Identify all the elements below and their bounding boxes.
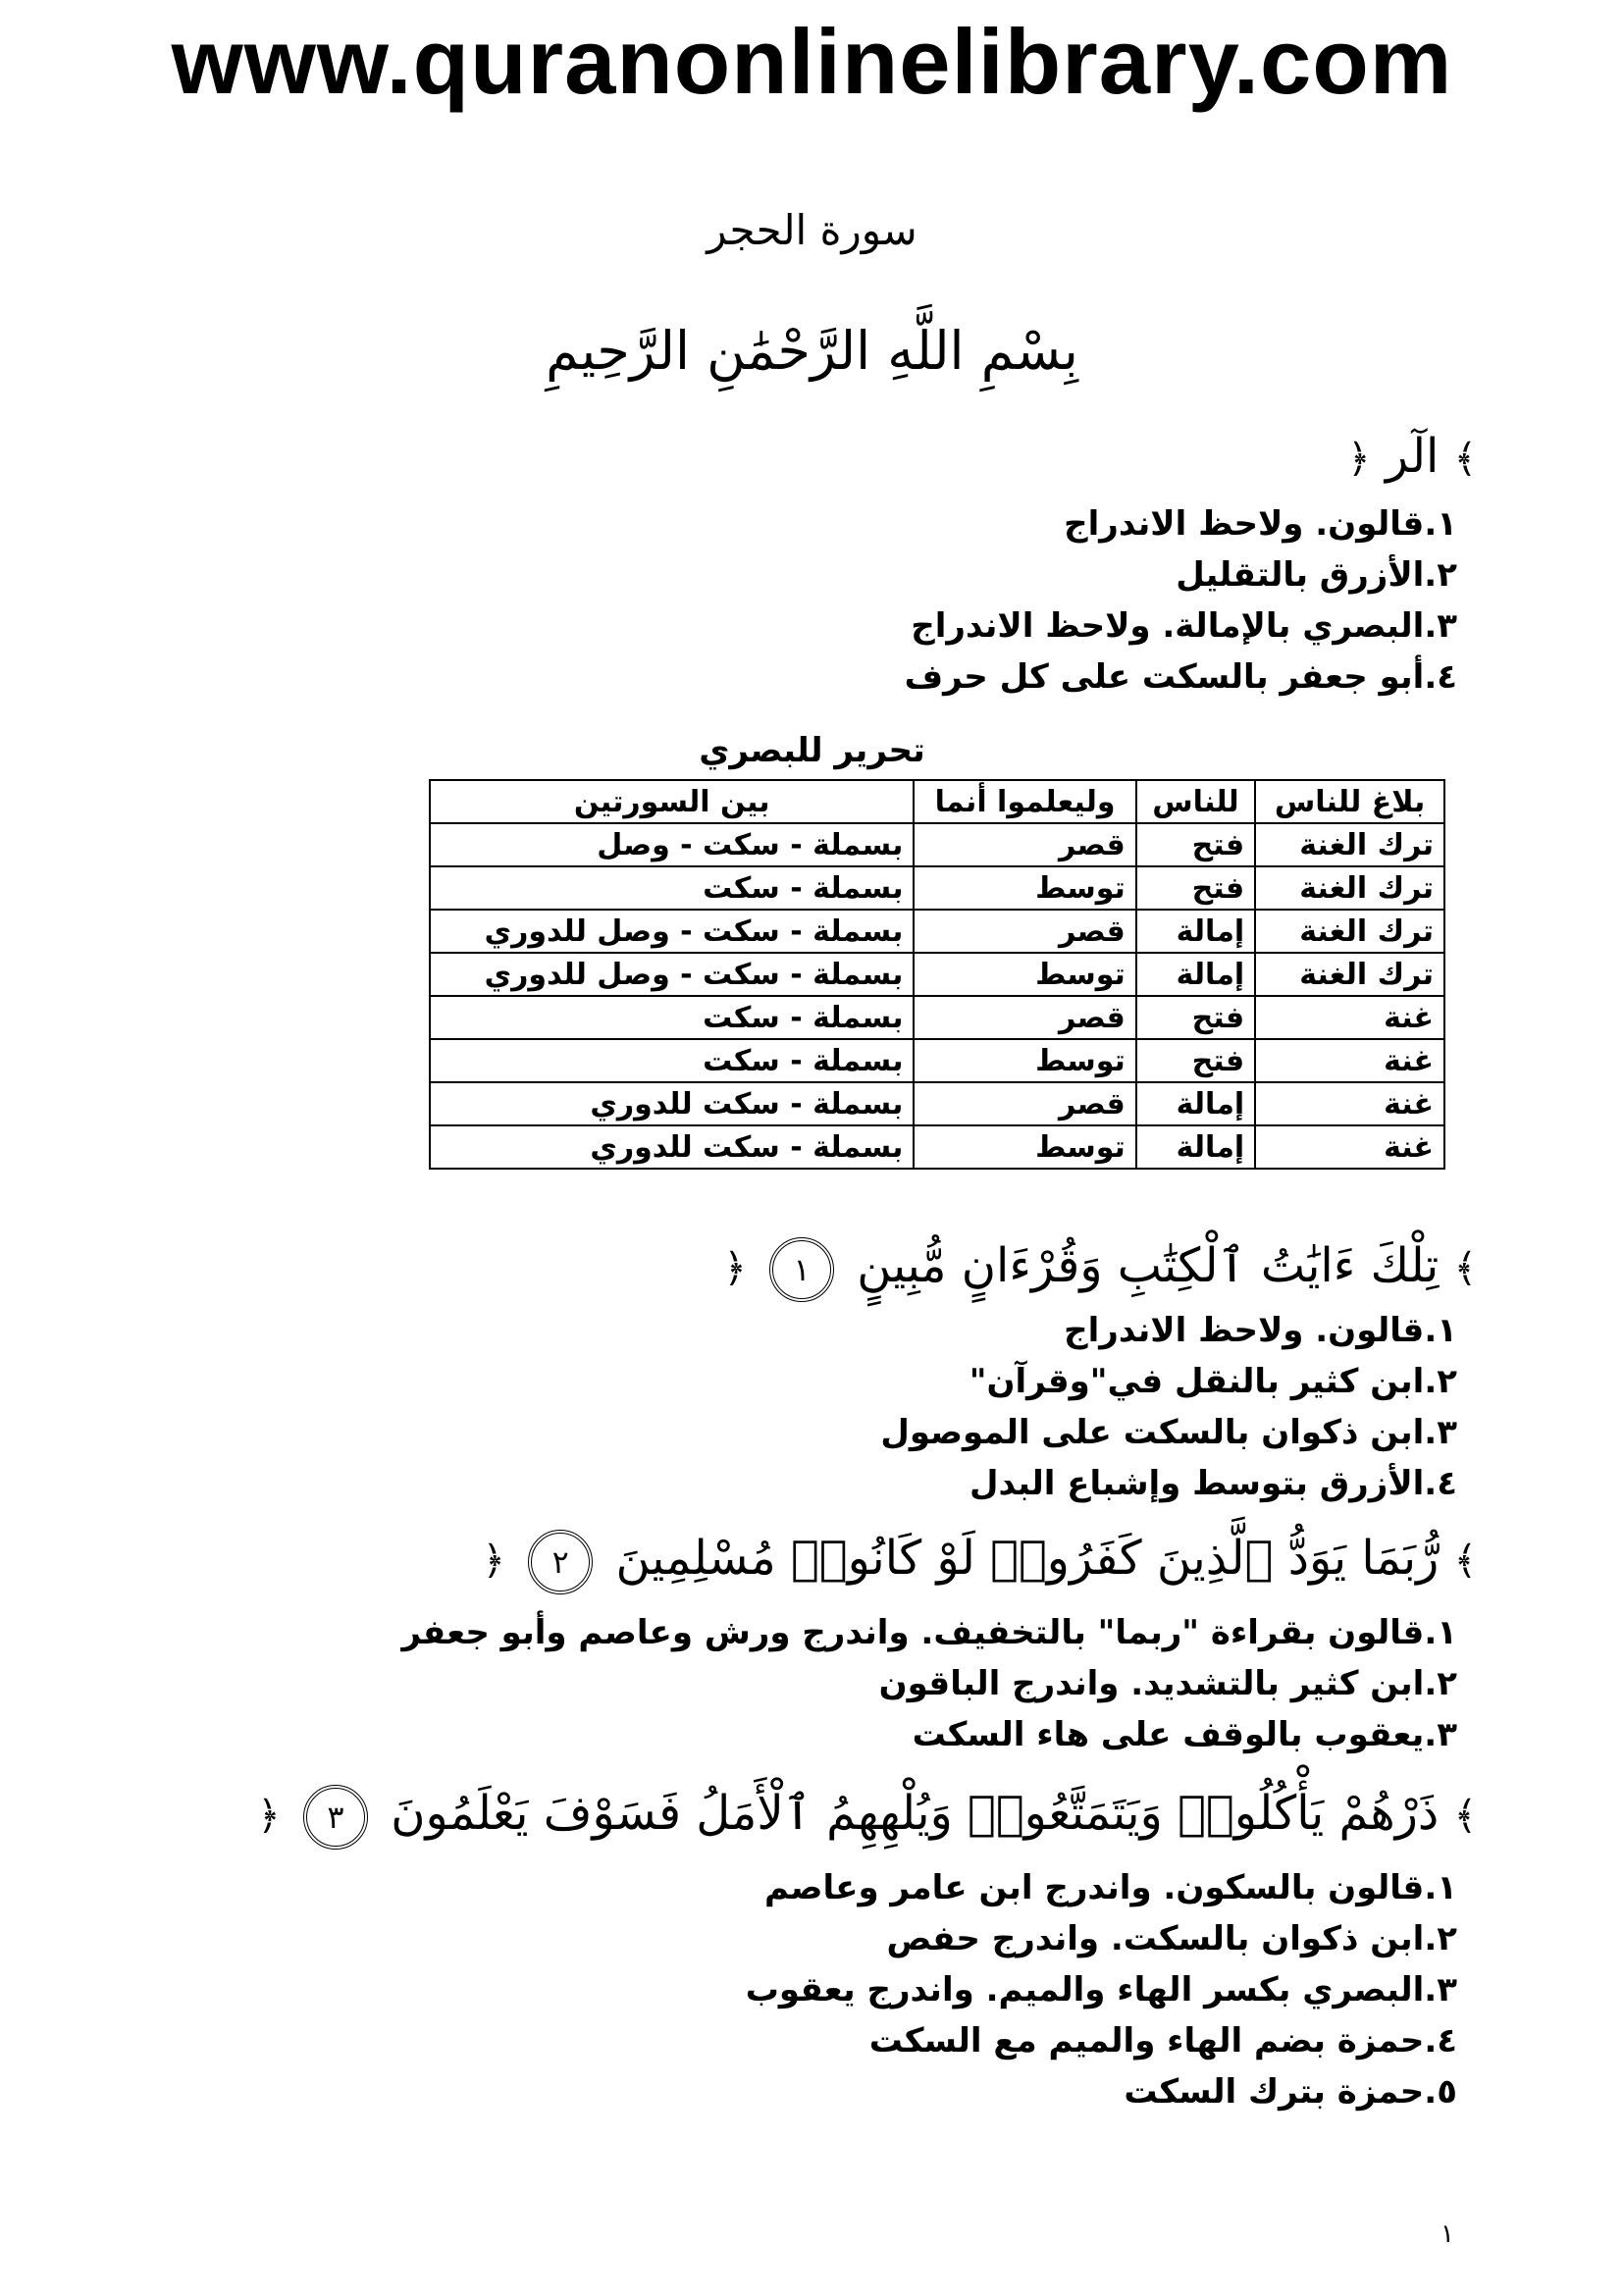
site-url: www.quranonlinelibrary.com — [171, 10, 1453, 113]
verse-line — [723, 1226, 1477, 1308]
table-cell: إمالة — [1136, 953, 1255, 996]
notes-list — [746, 1862, 1457, 2117]
verse-number-badge: ٢ — [528, 1530, 593, 1594]
note-item: ٤.الأزرق بتوسط وإشباع البدل — [969, 1464, 1457, 1503]
table-cell: بسملة - سكت - وصل — [430, 823, 914, 866]
table-cell: غنة — [1255, 1125, 1444, 1169]
table-cell: فتح — [1136, 866, 1255, 910]
note-item: ٢.ابن ذكوان بالسكت. واندرج حفص — [886, 1919, 1457, 1958]
basmala: بِسْمِ اللَّهِ الرَّحْمَٰنِ الرَّحِيمِ — [546, 320, 1078, 382]
note-item: ١.قالون. ولاحظ الاندراج — [1064, 1311, 1457, 1350]
table-cell: ترك الغنة — [1255, 823, 1444, 866]
table-cell: قصر — [914, 910, 1135, 953]
table-header-row — [430, 780, 1444, 823]
table-cell: بسملة - سكت - وصل للدوري — [430, 953, 914, 996]
table-row — [430, 866, 1444, 910]
verse-line — [1347, 417, 1477, 498]
note-item: ٢.ابن كثير بالتشديد. واندرج الباقون — [878, 1664, 1457, 1703]
table-cell: ترك الغنة — [1255, 953, 1444, 996]
ornament-close-icon: ﴿ — [482, 1539, 505, 1584]
ornament-close-icon: ﴿ — [257, 1794, 281, 1839]
notes-list — [905, 498, 1457, 703]
note-item: ٣.يعقوب بالوقف على هاء السكت — [912, 1715, 1457, 1754]
table-cell: غنة — [1255, 996, 1444, 1039]
table-row — [430, 1039, 1444, 1082]
verse-text: ذَرْهُمْ يَأْكُلُوا۟ وَيَتَمَتَّعُوا۟ وَيُلْهِهِمُ ٱلْأَمَلُ فَسَوْفَ يَعْلَمُونَ — [391, 1786, 1440, 1841]
table-cell: إمالة — [1136, 1125, 1255, 1169]
ornament-open-icon: ﴾ — [1453, 437, 1477, 482]
ornament-close-icon: ﴿ — [1347, 437, 1371, 482]
table-cell: ترك الغنة — [1255, 910, 1444, 953]
verse-line — [257, 1774, 1477, 1855]
note-item: ٥.حمزة بترك السكت — [1124, 2072, 1457, 2112]
table-cell: غنة — [1255, 1039, 1444, 1082]
table-cell: بسملة - سكت — [430, 996, 914, 1039]
table-cell: قصر — [914, 996, 1135, 1039]
table-cell: غنة — [1255, 1082, 1444, 1125]
table-header-cell: بين السورتين — [430, 780, 914, 823]
table-cell: قصر — [914, 1082, 1135, 1125]
note-item: ٢.ابن كثير بالنقل في"وقرآن" — [969, 1362, 1457, 1401]
verse-text: تِلْكَ ءَايَٰتُ ٱلْكِتَٰبِ وَقُرْءَانٍ مُّبِينٍ — [857, 1238, 1440, 1293]
notes-list — [880, 1305, 1457, 1509]
table-cell: إمالة — [1136, 910, 1255, 953]
table-cell: قصر — [914, 823, 1135, 866]
table-row — [430, 1125, 1444, 1169]
table-cell: توسط — [914, 866, 1135, 910]
note-item: ٤.حمزة بضم الهاء والميم مع السكت — [868, 2021, 1457, 2061]
table-cell: فتح — [1136, 996, 1255, 1039]
table-header-cell: بلاغ للناس — [1255, 780, 1444, 823]
table-cell: بسملة - سكت - وصل للدوري — [430, 910, 914, 953]
table-cell: بسملة - سكت للدوري — [430, 1082, 914, 1125]
note-item: ١.قالون. ولاحظ الاندراج — [1064, 504, 1457, 544]
note-item: ٢.الأزرق بالتقليل — [1176, 555, 1457, 595]
table-row — [430, 910, 1444, 953]
note-item: ٤.أبو جعفر بالسكت على كل حرف — [904, 657, 1457, 697]
tahrir-table — [429, 779, 1445, 1170]
table-cell: توسط — [914, 1039, 1135, 1082]
table-row — [430, 823, 1444, 866]
table-cell: بسملة - سكت — [430, 1039, 914, 1082]
table-cell: فتح — [1136, 1039, 1255, 1082]
note-item: ١.قالون بالسكون. واندرج ابن عامر وعاصم — [763, 1868, 1457, 1907]
verse-number-badge: ٣ — [303, 1785, 368, 1850]
note-item: ٣.البصري بكسر الهاء والميم. واندرج يعقوب — [745, 1970, 1457, 2009]
table-header-cell: وليعلموا أنما — [914, 780, 1135, 823]
table-row — [430, 996, 1444, 1039]
note-item: ١.قالون بقراءة "ربما" بالتخفيف. واندرج ورش وعاصم وأبو جعفر — [401, 1613, 1457, 1652]
table-row — [430, 953, 1444, 996]
table-caption: تحرير للبصري — [699, 731, 925, 770]
note-item: ٣.ابن ذكوان بالسكت على الموصول — [880, 1413, 1457, 1452]
notes-list — [402, 1607, 1458, 1760]
table-cell: توسط — [914, 953, 1135, 996]
table-row — [430, 1082, 1444, 1125]
ornament-open-icon: ﴾ — [1453, 1246, 1477, 1291]
table-cell: ترك الغنة — [1255, 866, 1444, 910]
ornament-close-icon: ﴿ — [723, 1246, 747, 1291]
table-cell: فتح — [1136, 823, 1255, 866]
verse-text: رُّبَمَا يَوَدُّ ٱلَّذِينَ كَفَرُوا۟ لَوْ كَانُوا۟ مُسْلِمِينَ — [615, 1531, 1440, 1586]
ornament-open-icon: ﴾ — [1453, 1539, 1477, 1584]
table-header-cell: للناس — [1136, 780, 1255, 823]
ornament-open-icon: ﴾ — [1453, 1794, 1477, 1839]
note-item: ٣.البصري بالإمالة. ولاحظ الاندراج — [911, 606, 1457, 646]
table-cell: بسملة - سكت للدوري — [430, 1125, 914, 1169]
verse-text: الٓر — [1385, 429, 1440, 484]
table-cell: إمالة — [1136, 1082, 1255, 1125]
verse-number-badge: ١ — [769, 1237, 834, 1302]
table-cell: توسط — [914, 1125, 1135, 1169]
surah-title: سورة الحجر — [707, 206, 917, 254]
page-number: ١ — [1441, 2219, 1454, 2249]
table-cell: بسملة - سكت — [430, 866, 914, 910]
verse-line — [483, 1519, 1477, 1600]
